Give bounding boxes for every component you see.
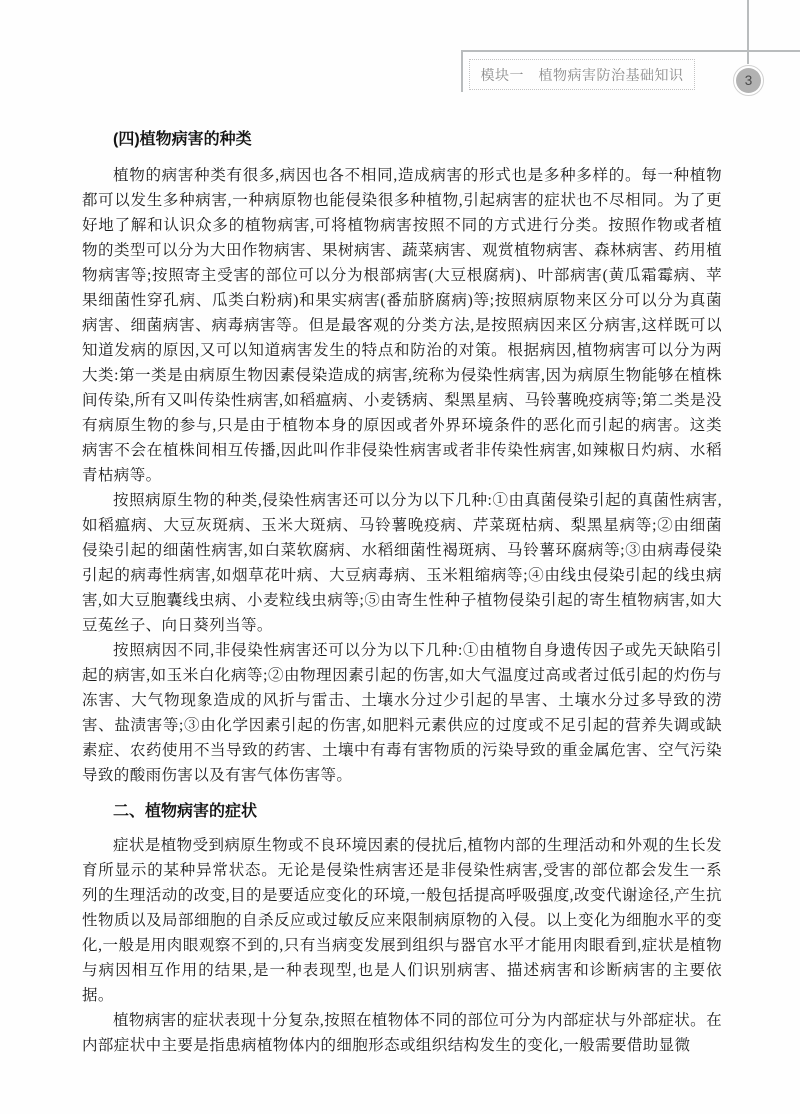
paragraph: 按照病原生物的种类,侵染性病害还可以分为以下几种:①由真菌侵染引起的真菌性病害,如稻瘟病、大豆灰斑病、玉米大斑病、马铃薯晚疫病、芹菜斑枯病、梨黑星病等;②由细菌侵染引起的细菌性病害,如白菜软腐病、水稻细菌性褐斑病、马铃薯环腐病等;③由病毒侵染引起的病毒性病害,如烟草花叶病、大豆病毒病、玉米粗缩病等;④由线虫侵染引起的线虫病害,如大豆胞囊线虫病、小麦粒线虫病等;⑤由寄生性种子植物侵染引起的寄生植物病害,如大豆菟丝子、向日葵列当等。 [82, 492, 722, 634]
paragraph: 按照病因不同,非侵染性病害还可以分为以下几种:①由植物自身遗传因子或先天缺陷引起的病害,如玉米白化病等;②由物理因素引起的伤害,如大气温度过高或者过低引起的灼伤与冻害、大气物现象造成的风折与雷击、土壤水分过少引起的旱害、土壤水分过多导致的涝害、盐渍害等;③由化学因素引起的伤害,如肥料元素供应的过度或不足引起的营养失调或缺素症、农药使用不当导致的药害、土壤中有毒有害物质的污染导致的重金属危害、空气污染导致的酸雨伤害以及有害气体伤害等。 [82, 642, 722, 784]
page-number: 3 [736, 68, 761, 93]
paragraph: 植物病害的症状表现十分复杂,按照在植物体不同的部位可分为内部症状与外部症状。在内部症状中主要是指患病植物体内的细胞形态或组织结构发生的变化,一般需要借助显微 [82, 1012, 722, 1054]
paragraph: 植物的病害种类有很多,病因也各不相同,造成病害的形式也是多种多样的。每一种植物都可以发生多种病害,一种病原物也能侵染很多种植物,引起病害的症状也不尽相同。为了更好地了解和认识众多的植物病害,可将植物病害按照不同的方式进行分类。按照作物或者植物的类型可以分为大田作物病害、果树病害、蔬菜病害、观赏植物病害、森林病害、药用植物病害等;按照寄主受害的部位可以分为根部病害(大豆根腐病)、叶部病害(黄瓜霜霉病、苹果细菌性穿孔病、瓜类白粉病)和果实病害(番茄脐腐病)等;按照病原物来区分可以分为真菌病害、细菌病害、病毒病害等。但是最客观的分类方法,是按照病因来区分病害,这样既可以知道发病的原因,又可以知道病害发生的特点和防治的对策。根据病因,植物病害可以分为两大类:第一类是由病原生物因素侵染造成的病害,统称为侵染性病害,因为病原生物能够在植株间传染,所有又叫传染性病害,如稻瘟病、小麦锈病、梨黑星病、马铃薯晚疫病等;第二类是没有病原生物的参与,只是由于植物本身的原因或者外界环境条件的恶化而引起的病害。这类病害不会在植株间相互传播,因此叫作非侵染性病害或者非传染性病害,如辣椒日灼病、水稻青枯病等。 [82, 167, 722, 484]
page-number-badge [733, 65, 764, 96]
section-heading-disease-kinds: (四)植物病害的种类 [113, 131, 252, 148]
page-body [82, 128, 722, 1058]
paragraph: 症状是植物受到病原生物或不良环境因素的侵扰后,植物内部的生理活动和外观的生长发育所显示的某种异常状态。无论是侵染性病害还是非侵染性病害,受害的部位都会发生一系列的生理活动的改变,目的是要适应变化的环境,一般包括提高呼吸强度,改变代谢途径,产生抗性物质以及局部细胞的自杀反应或过敏反应来限制病原物的入侵。以上变化为细胞水平的变化,一般是用肉眼观察不到的,只有当病变发展到组织与器官水平才能用肉眼看到,症状是植物与病因相互作用的结果,是一种表现型,也是人们识别病害、描述病害和诊断病害的主要依据。 [82, 837, 722, 1004]
running-head [469, 59, 695, 90]
section-heading-disease-symptoms: 二、植物病害的症状 [113, 803, 258, 820]
header-rule-horizontal [461, 50, 800, 52]
header-rule-vertical [747, 0, 749, 64]
running-head-label: 模块一 植物病害防治基础知识 [480, 68, 684, 84]
header-rule-corner [461, 50, 463, 92]
